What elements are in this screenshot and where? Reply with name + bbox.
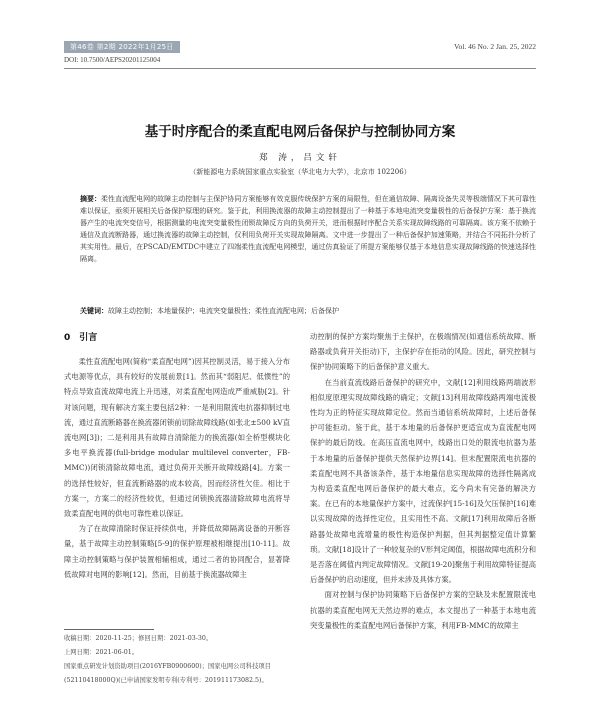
paragraph: 为了在故障清除时保证持续供电，并降低故障隔离设备的开断容量，基于故障主动控制策略[5-9]的保护原理被相继提出[10-11]。故障主动控制策略与保护装置相辅相成，通过二者的协同配合，显著降低故障对电网的影响[12]。然而，目前基于换流器故障主 [64,524,290,579]
paragraph: 动控制的保护方案均聚焦于主保护，在极端情况(如通信系统故障、断路器或负荷开关拒动)下，主保护存在拒动的风险。因此，研究控制与保护协同策略下的后备保护意义重大。 [310,332,536,372]
doi[interactable]: DOI: 10.7500/AEPS20201125004 [64,56,161,64]
authors: 郑 涛，吕文轩 [259,153,341,163]
footnote-funding: 国家重点研发计划资助项目(2016YFB0900600)；国家电网公司科技项目(52110418000Q)(已申请国家发明专利(专利号：201911173082.5)。 [64,663,271,684]
left-column [64,331,290,582]
footnote-rule [64,629,154,630]
section-heading-introduction: 0 引言 [64,333,98,343]
abstract [80,193,536,265]
footnote-online: 上网日期：2021-06-01。 [64,649,139,656]
affiliation: （新能源电力系统国家重点实验室（华北电力大学），北京市 102206） [189,168,411,176]
abstract-label: 摘要： [80,195,102,203]
journal-issue-en: Vol. 46 No. 2 Jan. 25, 2022 [454,42,536,51]
paragraph: 在当前直流线路后备保护的研究中，文献[12]利用线路两端波形相似度原理实现故障线路的确定；文献[13]利用故障线路两端电流极性均为正的特征实现故障定位。然而当通信系统故障时，上述后备保护可能拒动。鉴于此，基于本地量的后备保护更适宜成为直流配电网保护的最后防线。在高压直流电网中，线路出口处的限流电抗器为基于本地量的后备保护提供天然保护边界[14]。但末配置限流电抗器的柔直配电网不具备该条件，基于本地量信息实现故障的选择性隔离成为构造柔直配电网后备保护的最大难点，迄今尚未有完备的解决方案。在已有的本地量保护方案中，过流保护[15-16]及欠压保护[16]难以实现故障的选择性定位，且实用性不高。文献[17]利用故障后各断路器处故障电流增量的极性构造保护判据，但其判据整定值计算繁琐。文献[18]设计了一种较复杂的V形判定阈值，根据故障电流积分和是否落在阈值内判定故障情况。文献[19-20]聚焦于利用故障特征提高后备保护的启动速度，但并未涉及具体方案。 [310,377,536,585]
paragraph: 面对控制与保护协同策略下后备保护方案的空缺及未配置限流电抗器的柔直配电网无天然边界的难点，本文提出了一种基于本地电流突变量极性的柔直配电网后备保护方案，利用FB-MMC的故障主 [310,590,536,630]
keywords-label: 关键词： [80,307,108,315]
header-rule [64,68,536,69]
right-column [310,329,536,633]
paragraph: 柔性直流配电网(简称“柔直配电网”)因其控制灵活，易于接入分布式电源等优点，具有较好的发展前景[1]。然而其“弱阻尼、低惯性”的特点导致直流故障电流上升迅速，对柔直配电网造成严重威胁[2]。针对该问题，现有解决方案主要包括2种：一是利用限流电抗器抑制过电流，通过直流断路器在换流器闭锁前切除故障线路(如张北±500 kV直流电网[3])；二是利用具有故障自清除能力的换流器(如全桥型模块化多电平换流器(full-bridge modular multilevel converter，FB-MMC))闭锁清除故障电流，通过负荷开关断开故障线路[4]。方案一的选择性较好，但直流断路器的成本较高，因而经济性欠佳。相比于方案一，方案二的经济性较优，但通过闭锁换流器清除故障电流将导致柔直配电网的供电可靠性难以保证。 [64,357,290,519]
keywords-text: 故障主动控制；本地量保护；电流突变量极性；柔性直流配电网；后备保护 [108,307,339,315]
footnotes [64,632,290,688]
keywords [80,305,536,317]
paper-title: 基于时序配合的柔直配电网后备保护与控制协同方案 [144,124,456,140]
abstract-text: 柔性直流配电网的故障主动控制与主保护协同方案能够有效克服传统保护方案的局限性，但在通信故障、隔离设备失灵等极端情况下其可靠性难以保证，亟须开展相关后备保护原理的研究。鉴于此，利用换流器的故障主动控制提出了一种基于本地电流突变量极性的后备保护方案：基于换流器产生的电流突变信号，根据测量的电流突变量极性闭锁故障反方向的负荷开关，进而根据时序配合关系实现故障线路的可靠隔离。该方案不依赖于通信及直流断路器，通过换流器的故障主动控制，仅利用负荷开关实现故障隔离。文中进一步提出了一种后备保护加速策略，并结合不同拓扑分析了其实用性。最后，在PSCAD/EMTDC中建立了四端柔性直流配电网模型，通过仿真验证了所提方案能够仅基于本地信息实现故障线路的快速选择性隔离。 [80,195,536,263]
footnote-received: 收稿日期：2020-11-25；修回日期：2021-03-30。 [64,635,213,642]
journal-issue-badge: 第46卷 第2期 2022年1月25日 [64,41,180,53]
